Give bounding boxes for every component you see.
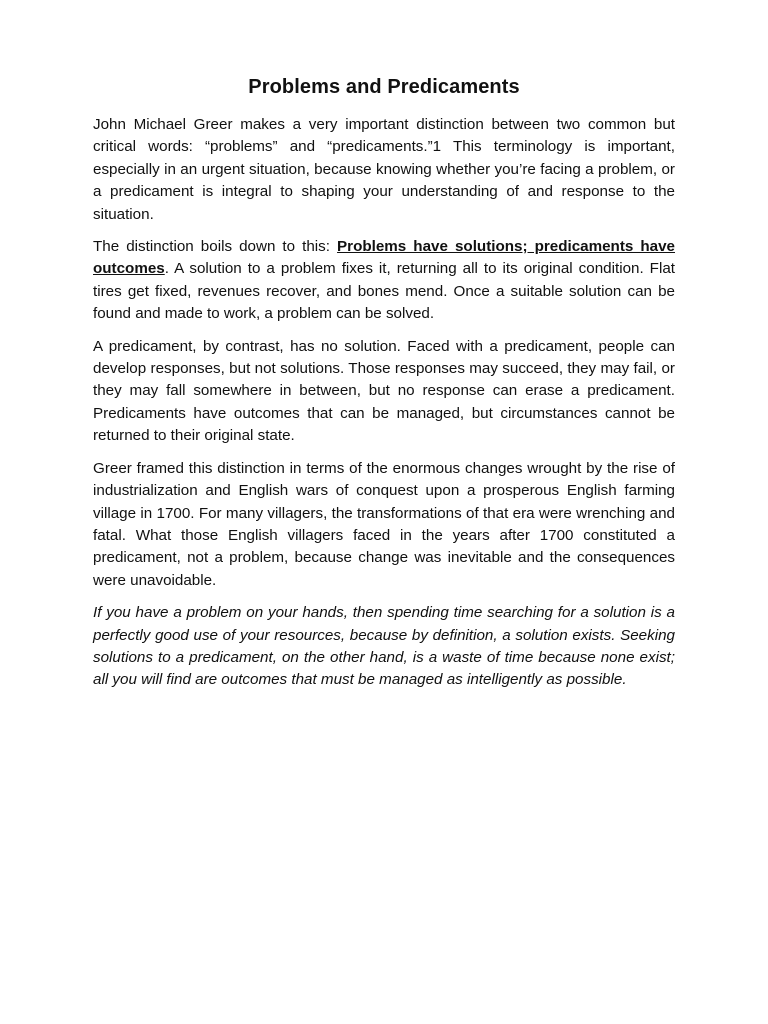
paragraph-greer-history: Greer framed this distinction in terms of the enormous changes wrought by the rise of industrialization and English wars of conquest upon a prosperous English farming village in 1700. For many villagers, the transformations of that era were wrenching and fatal. What those English villagers faced in the years after 1700 constituted a predicament, not a problem, because change was inevitable and the consequences were unavoidable.: [93, 459, 675, 589]
document-page: [93, 74, 675, 702]
paragraph-distinction: [93, 236, 675, 326]
key-distinction-emphasis: Problems have solutions; predicaments have outcomes: [93, 238, 675, 278]
page-title: Problems and Predicaments: [248, 76, 520, 98]
paragraph-distinction-rest: . A solution to a problem fixes it, returning all to its original condition. Flat tires get fixed, revenues recover, and bones mend. Once a suitable solution can be found and made to work, a problem can be solved.: [93, 260, 675, 323]
paragraph-conclusion: If you have a problem on your hands, then spending time searching for a solution is a perfectly good use of your resources, because by definition, a solution exists. Seeking solutions to a predicament, on the other hand, is a waste of time because none exist; all you will find are outcomes that must be managed as intelligently as possible.: [93, 604, 675, 689]
paragraph-intro: John Michael Greer makes a very important distinction between two common but critical words: “problems” and “predicaments.”1 This terminology is important, especially in an urgent situation, because knowing whether you’re facing a problem, or a predicament is integral to shaping your understanding of and response to the situation.: [93, 116, 675, 223]
paragraph-distinction-lead: The distinction boils down to this:: [93, 238, 338, 256]
paragraph-predicament: A predicament, by contrast, has no solution. Faced with a predicament, people can develop responses, but not solutions. Those responses may succeed, they may fail, or they may fall somewhere in between, but no response can erase a predicament. Predicaments have outcomes that can be managed, but circumstances cannot be returned to their original state.: [93, 337, 675, 445]
